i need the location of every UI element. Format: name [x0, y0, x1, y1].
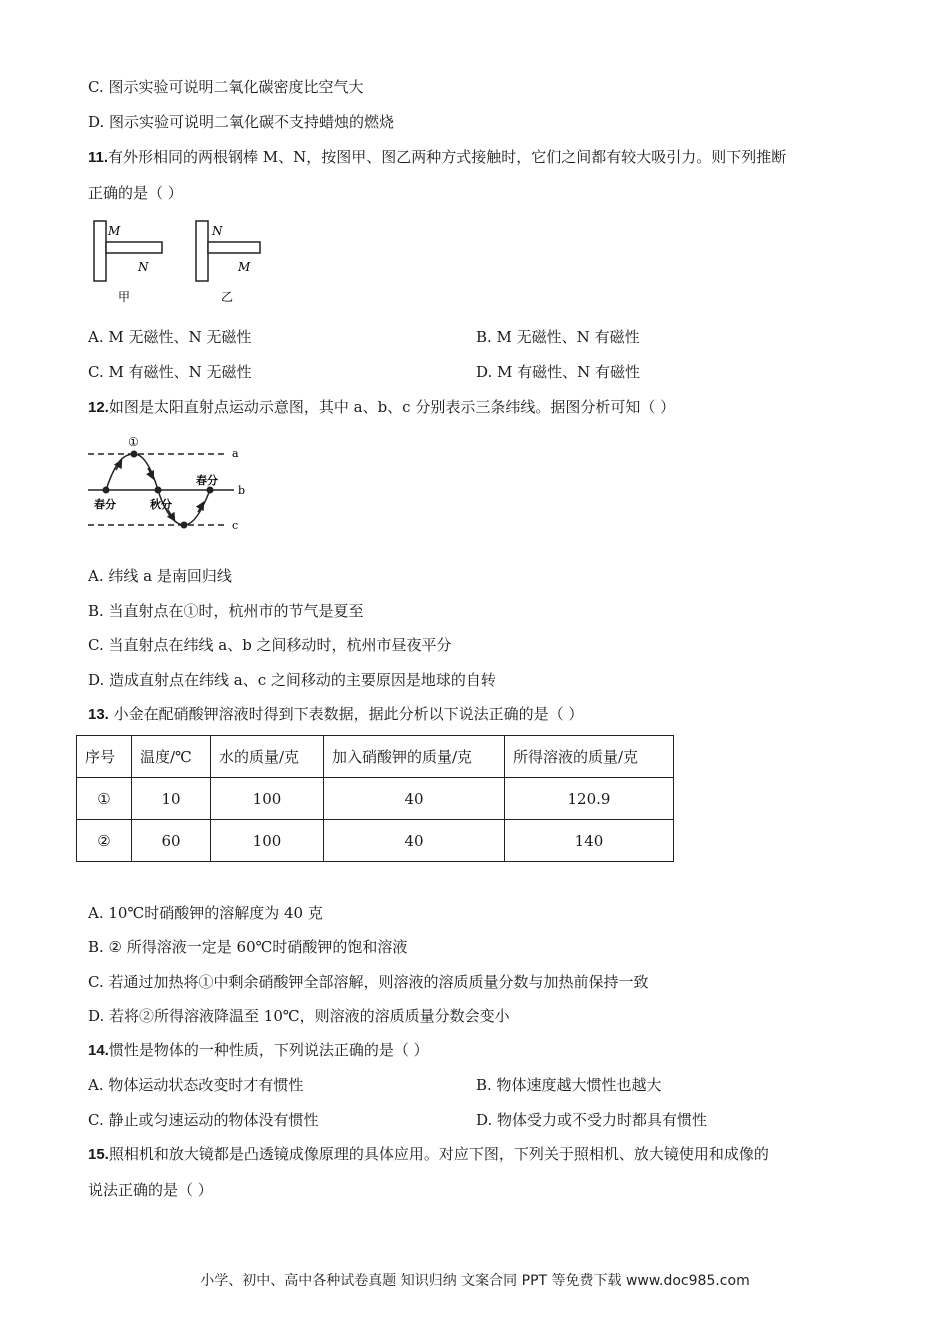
q14-stem-text: 惯性是物体的一种性质，下列说法正确的是（ ） [108, 1041, 429, 1059]
q11-option-a: A. M 无磁性、N 无磁性 [88, 328, 252, 346]
table-cell: 40 [324, 778, 505, 820]
label-autumn: 秋分 [150, 498, 172, 511]
label-b: b [238, 484, 246, 497]
q13-option-b: B. ② 所得溶液一定是 60℃时硝酸钾的饱和溶液 [88, 938, 408, 956]
q14-option-d: D. 物体受力或不受力时都具有惯性 [476, 1111, 708, 1129]
table-cell: 140 [505, 820, 674, 862]
point-spring-equinox-2 [207, 487, 214, 494]
fig-jia-label-m: M [108, 224, 121, 238]
table-header-row [77, 736, 674, 778]
table-row [77, 778, 674, 820]
table-cell: 100 [211, 778, 324, 820]
q13-stem-text: 小金在配硝酸钾溶液时得到下表数据，据此分析以下说法正确的是（ ） [108, 705, 584, 723]
label-spring-2: 春分 [196, 474, 218, 487]
q12-option-c: C. 当直射点在纬线 a、b 之间移动时，杭州市昼夜平分 [88, 636, 452, 654]
label-a: a [232, 447, 239, 460]
q13-stem-line1 [88, 703, 583, 726]
point-1 [131, 451, 138, 458]
q11-option-d: D. M 有磁性、N 有磁性 [476, 363, 641, 381]
table-header-cell: 序号 [77, 736, 132, 778]
q12-option-b: B. 当直射点在①时，杭州市的节气是夏至 [88, 602, 364, 620]
fig-yi-label-n: N [212, 224, 223, 238]
point-autumn-equinox [155, 487, 162, 494]
table-row [77, 820, 674, 862]
fig-yi-caption: 乙 [221, 290, 234, 304]
q12-stem-text: 如图是太阳直射点运动示意图，其中 a、b、c 分别表示三条纬线。据图分析可知（ ） [108, 398, 676, 416]
point-bottom [181, 522, 188, 529]
label-c: c [232, 519, 239, 532]
table-cell: 60 [132, 820, 211, 862]
fig-yi-label-m: M [238, 260, 251, 274]
q11-option-c: C. M 有磁性、N 无磁性 [88, 363, 252, 381]
table-header-cell: 温度/℃ [132, 736, 211, 778]
table-cell: ① [77, 778, 132, 820]
table-cell: ② [77, 820, 132, 862]
table-cell: 100 [211, 820, 324, 862]
table-cell: 120.9 [505, 778, 674, 820]
q13-number: 13. [88, 706, 109, 723]
fig-yi-horizontal-bar [208, 242, 260, 253]
q11-magnet-figure [88, 215, 278, 305]
q14-number: 14. [88, 1042, 109, 1059]
table-cell: 10 [132, 778, 211, 820]
label-spring-1: 春分 [94, 498, 116, 511]
q15-stem-line1 [88, 1143, 769, 1166]
q11-option-b: B. M 无磁性、N 有磁性 [476, 328, 640, 346]
fig-jia-vertical-bar [94, 221, 106, 281]
label-point-1: ① [128, 435, 139, 449]
q13-option-c: C. 若通过加热将①中剩余硝酸钾全部溶解，则溶液的溶质质量分数与加热前保持一致 [88, 973, 649, 991]
q13-option-a: A. 10℃时硝酸钾的溶解度为 40 克 [88, 904, 323, 922]
q15-stem-text: 照相机和放大镜都是凸透镜成像原理的具体应用。对应下图，下列关于照相机、放大镜使用和成像的 [108, 1145, 769, 1163]
q14-stem-line1 [88, 1039, 429, 1062]
q12-option-d: D. 造成直射点在纬线 a、c 之间移动的主要原因是地球的自转 [88, 671, 496, 689]
q10-option-d: D. 图示实验可说明二氧化碳不支持蜡烛的燃烧 [88, 113, 395, 131]
fig-jia-horizontal-bar [106, 242, 162, 253]
table-header-cell: 加入硝酸钾的质量/克 [324, 736, 505, 778]
q14-option-c: C. 静止或匀速运动的物体没有惯性 [88, 1111, 319, 1129]
q11-stem-line2: 正确的是（ ） [88, 184, 183, 202]
q10-option-c: C. 图示实验可说明二氧化碳密度比空气大 [88, 78, 364, 96]
q12-number: 12. [88, 399, 109, 416]
table-cell: 40 [324, 820, 505, 862]
table-header-cell: 水的质量/克 [211, 736, 324, 778]
q12-stem-line1 [88, 396, 675, 419]
table-header-cell: 所得溶液的质量/克 [505, 736, 674, 778]
q15-number: 15. [88, 1146, 109, 1163]
q14-option-b: B. 物体速度越大惯性也越大 [476, 1076, 662, 1094]
q14-option-a: A. 物体运动状态改变时才有惯性 [88, 1076, 304, 1094]
q12-sun-path-figure [86, 430, 251, 535]
q12-option-a: A. 纬线 a 是南回归线 [88, 567, 232, 585]
point-spring-equinox-1 [103, 487, 110, 494]
q13-data-table [76, 735, 674, 862]
page-footer: 小学、初中、高中各种试卷真题 知识归纳 文案合同 PPT 等免费下载 www.doc985.com [200, 1273, 750, 1289]
fig-jia-label-n: N [138, 260, 149, 274]
fig-yi-vertical-bar [196, 221, 208, 281]
q11-number: 11. [88, 149, 109, 166]
q15-stem-line2: 说法正确的是（ ） [88, 1181, 213, 1199]
q11-stem-line1 [88, 146, 786, 169]
q11-stem-text: 有外形相同的两根钢棒 M、N，按图甲、图乙两种方式接触时，它们之间都有较大吸引力。则下列推断 [108, 148, 787, 166]
q13-option-d: D. 若将②所得溶液降温至 10℃，则溶液的溶质质量分数会变小 [88, 1007, 510, 1025]
fig-jia-caption: 甲 [118, 290, 131, 304]
